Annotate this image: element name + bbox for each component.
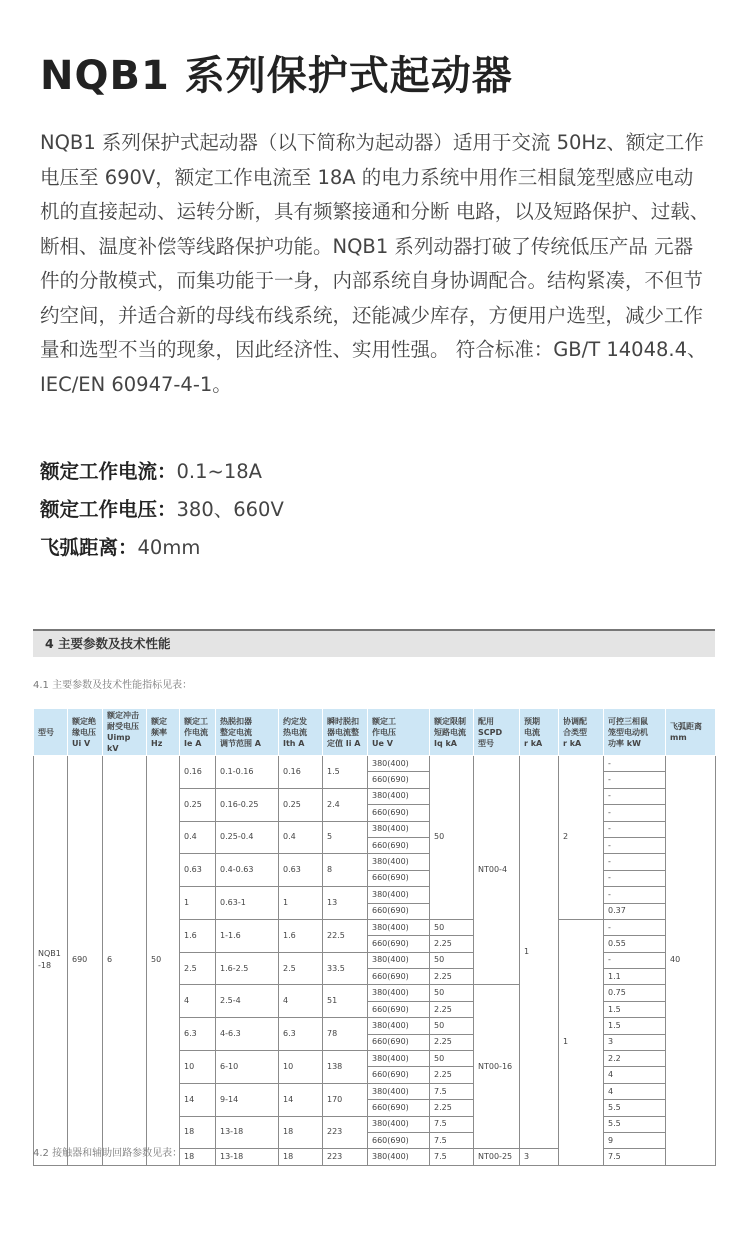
ii-cell: 22.5 [323, 919, 368, 952]
ie-cell: 4 [180, 985, 216, 1018]
scpd-cell: NT00-16 [474, 985, 520, 1149]
ue-cell: 660(690) [368, 1100, 430, 1116]
iq-cell: 7.5 [430, 1116, 474, 1132]
power-cell: 7.5 [604, 1149, 666, 1165]
header-cell: 额定冲击 耐受电压 Uimp kV [103, 709, 147, 756]
ue-cell: 380(400) [368, 1083, 430, 1099]
iq-cell: 2.25 [430, 1034, 474, 1050]
range-cell: 1.6-2.5 [216, 952, 279, 985]
power-cell: 2.2 [604, 1051, 666, 1067]
header-cell: 瞬时脱扣 器电流整 定值 Ii A [323, 709, 368, 756]
iq-cell: 50 [430, 985, 474, 1001]
range-cell: 13-18 [216, 1149, 279, 1165]
power-cell: 1.5 [604, 1001, 666, 1017]
range-cell: 0.16-0.25 [216, 788, 279, 821]
ue-cell: 660(690) [368, 936, 430, 952]
ith-cell: 0.16 [279, 756, 323, 789]
ue-cell: 380(400) [368, 788, 430, 804]
ii-cell: 5 [323, 821, 368, 854]
header-cell: 预期 电流 r kA [520, 709, 559, 756]
ue-cell: 660(690) [368, 805, 430, 821]
spec-label: 飞弧距离： [40, 536, 138, 559]
ue-cell: 380(400) [368, 952, 430, 968]
header-cell: 额定 频率 Hz [147, 709, 180, 756]
power-cell: - [604, 772, 666, 788]
ie-cell: 18 [180, 1116, 216, 1149]
iq-cell: 50 [430, 919, 474, 935]
section-title: 4 主要参数及技术性能 [45, 636, 171, 651]
ue-cell: 380(400) [368, 1116, 430, 1132]
parameters-table [33, 708, 716, 1166]
ue-cell: 380(400) [368, 756, 430, 772]
ii-cell: 138 [323, 1051, 368, 1084]
ii-cell: 8 [323, 854, 368, 887]
iq-cell: 2.25 [430, 1067, 474, 1083]
ue-cell: 660(690) [368, 870, 430, 886]
ie-cell: 0.4 [180, 821, 216, 854]
header-cell: 额定绝 缘电压 Ui V [68, 709, 103, 756]
ii-cell: 51 [323, 985, 368, 1018]
table-header-row [34, 709, 716, 756]
ui-cell: 690 [68, 756, 103, 1166]
ue-cell: 380(400) [368, 887, 430, 903]
ie-cell: 14 [180, 1083, 216, 1116]
ue-cell: 380(400) [368, 854, 430, 870]
ue-cell: 660(690) [368, 1067, 430, 1083]
ith-cell: 10 [279, 1051, 323, 1084]
ue-cell: 380(400) [368, 985, 430, 1001]
ie-cell: 2.5 [180, 952, 216, 985]
section-header [33, 629, 715, 657]
header-cell: 额定工 作电流 Ie A [180, 709, 216, 756]
ie-cell: 0.63 [180, 854, 216, 887]
header-cell: 配用 SCPD 型号 [474, 709, 520, 756]
ue-cell: 380(400) [368, 821, 430, 837]
ith-cell: 18 [279, 1149, 323, 1165]
iq-cell: 7.5 [430, 1083, 474, 1099]
ith-cell: 1.6 [279, 919, 323, 952]
arc-distance-cell: 40 [666, 756, 716, 1166]
iq-cell: 50 [430, 1051, 474, 1067]
power-cell: 0.37 [604, 903, 666, 919]
ith-cell: 4 [279, 985, 323, 1018]
power-cell: 4 [604, 1067, 666, 1083]
ith-cell: 0.25 [279, 788, 323, 821]
ie-cell: 10 [180, 1051, 216, 1084]
ie-cell: 6.3 [180, 1018, 216, 1051]
coordination-cell: 1 [559, 919, 604, 1165]
ue-cell: 660(690) [368, 969, 430, 985]
power-cell: 4 [604, 1083, 666, 1099]
ii-cell: 33.5 [323, 952, 368, 985]
ii-cell: 223 [323, 1116, 368, 1149]
power-cell: - [604, 821, 666, 837]
ie-cell: 1.6 [180, 919, 216, 952]
ith-cell: 0.4 [279, 821, 323, 854]
range-cell: 4-6.3 [216, 1018, 279, 1051]
table-row [34, 756, 716, 772]
power-cell: - [604, 952, 666, 968]
header-cell: 型号 [34, 709, 68, 756]
power-cell: 3 [604, 1034, 666, 1050]
header-cell: 热脱扣器 整定电流 调节范围 A [216, 709, 279, 756]
power-cell: - [604, 887, 666, 903]
rka-cell: 1 [520, 756, 559, 1149]
power-cell: - [604, 854, 666, 870]
ith-cell: 18 [279, 1116, 323, 1149]
ii-cell: 1.5 [323, 756, 368, 789]
header-cell: 约定发 热电流 Ith A [279, 709, 323, 756]
spec-rated-voltage [40, 496, 284, 524]
range-cell: 6-10 [216, 1051, 279, 1084]
ith-cell: 0.63 [279, 854, 323, 887]
spec-label: 额定工作电流： [40, 460, 177, 483]
spec-value: 40mm [137, 536, 201, 559]
iq-cell: 50 [430, 1018, 474, 1034]
range-cell: 0.1-0.16 [216, 756, 279, 789]
range-cell: 2.5-4 [216, 985, 279, 1018]
power-cell: - [604, 919, 666, 935]
power-cell: 1.1 [604, 969, 666, 985]
iq-cell: 2.25 [430, 1001, 474, 1017]
power-cell: 9 [604, 1132, 666, 1148]
header-cell: 额定工 作电压 Ue V [368, 709, 430, 756]
iq-cell: 50 [430, 952, 474, 968]
ith-cell: 2.5 [279, 952, 323, 985]
spec-rated-current [40, 458, 262, 486]
power-cell: - [604, 756, 666, 772]
ith-cell: 1 [279, 887, 323, 920]
ue-cell: 660(690) [368, 1132, 430, 1148]
power-cell: 1.5 [604, 1018, 666, 1034]
ii-cell: 223 [323, 1149, 368, 1165]
ue-cell: 380(400) [368, 1018, 430, 1034]
header-cell: 额定限制 短路电流 Iq kA [430, 709, 474, 756]
range-cell: 1-1.6 [216, 919, 279, 952]
uimp-cell: 6 [103, 756, 147, 1166]
ue-cell: 660(690) [368, 837, 430, 853]
ie-cell: 0.25 [180, 788, 216, 821]
iq-cell: 2.25 [430, 969, 474, 985]
ith-cell: 14 [279, 1083, 323, 1116]
power-cell: - [604, 788, 666, 804]
page-title: NQB1 系列保护式起动器 [40, 53, 513, 99]
header-cell: 飞弧距离 mm [666, 709, 716, 756]
ue-cell: 380(400) [368, 919, 430, 935]
scpd-cell: NT00-25 [474, 1149, 520, 1165]
ii-cell: 13 [323, 887, 368, 920]
iq-cell: 50 [430, 756, 474, 920]
ii-cell: 2.4 [323, 788, 368, 821]
power-cell: 0.55 [604, 936, 666, 952]
power-cell: - [604, 870, 666, 886]
ue-cell: 660(690) [368, 903, 430, 919]
range-cell: 0.4-0.63 [216, 854, 279, 887]
ue-cell: 660(690) [368, 1034, 430, 1050]
power-cell: - [604, 805, 666, 821]
power-cell: 5.5 [604, 1100, 666, 1116]
intro-paragraph: NQB1 系列保护式起动器（以下简称为起动器）适用于交流 50Hz、额定工作电压至 690V，额定工作电流至 18A 的电力系统中用作三相鼠笼型感应电动机的直接起动、运转分断，具有频繁接通和分断 电路，以及短路保护、过载、断相、温度补偿等线路保护功能。NQB1 系列动器打破了传统低压产品 元器件的分散模式，而集功能于一身，内部系统自身协调配合。结构紧凑，不但节约空间，并适合新的母线布线系统，还能减少库存，方便用户选型，减少工作量和选型不当的现象，因此经济性、实用性强。 符合标准：GB/T 14048.4、IEC/EN 60947-4-1。 [40, 131, 710, 396]
ie-cell: 0.16 [180, 756, 216, 789]
header-cell: 可控三相鼠 笼型电动机 功率 kW [604, 709, 666, 756]
iq-cell: 7.5 [430, 1149, 474, 1165]
spec-value: 0.1~18A [176, 460, 263, 483]
power-cell: - [604, 837, 666, 853]
rka-cell: 3 [520, 1149, 559, 1165]
ii-cell: 78 [323, 1018, 368, 1051]
spec-value: 380、660V [176, 498, 284, 521]
range-cell: 9-14 [216, 1083, 279, 1116]
spec-arc-distance [40, 534, 200, 562]
ii-cell: 170 [323, 1083, 368, 1116]
ue-cell: 660(690) [368, 1001, 430, 1017]
subsection-4-2: 4.2 接触器和辅助回路参数见表： [33, 1148, 183, 1159]
scpd-cell: NT00-4 [474, 756, 520, 985]
coordination-cell: 2 [559, 756, 604, 920]
frequency-cell: 50 [147, 756, 180, 1166]
ith-cell: 6.3 [279, 1018, 323, 1051]
model-cell: NQB1 -18 [34, 756, 68, 1166]
ie-cell: 1 [180, 887, 216, 920]
range-cell: 13-18 [216, 1116, 279, 1149]
iq-cell: 2.25 [430, 936, 474, 952]
range-cell: 0.63-1 [216, 887, 279, 920]
ue-cell: 380(400) [368, 1051, 430, 1067]
ie-cell: 18 [180, 1149, 216, 1165]
iq-cell: 7.5 [430, 1132, 474, 1148]
power-cell: 5.5 [604, 1116, 666, 1132]
header-cell: 协调配 合类型 r kA [559, 709, 604, 756]
ue-cell: 380(400) [368, 1149, 430, 1165]
ue-cell: 660(690) [368, 772, 430, 788]
range-cell: 0.25-0.4 [216, 821, 279, 854]
subsection-4-1: 4.1 主要参数及技术性能指标见表： [33, 680, 193, 691]
spec-label: 额定工作电压： [40, 498, 177, 521]
power-cell: 0.75 [604, 985, 666, 1001]
iq-cell: 2.25 [430, 1100, 474, 1116]
